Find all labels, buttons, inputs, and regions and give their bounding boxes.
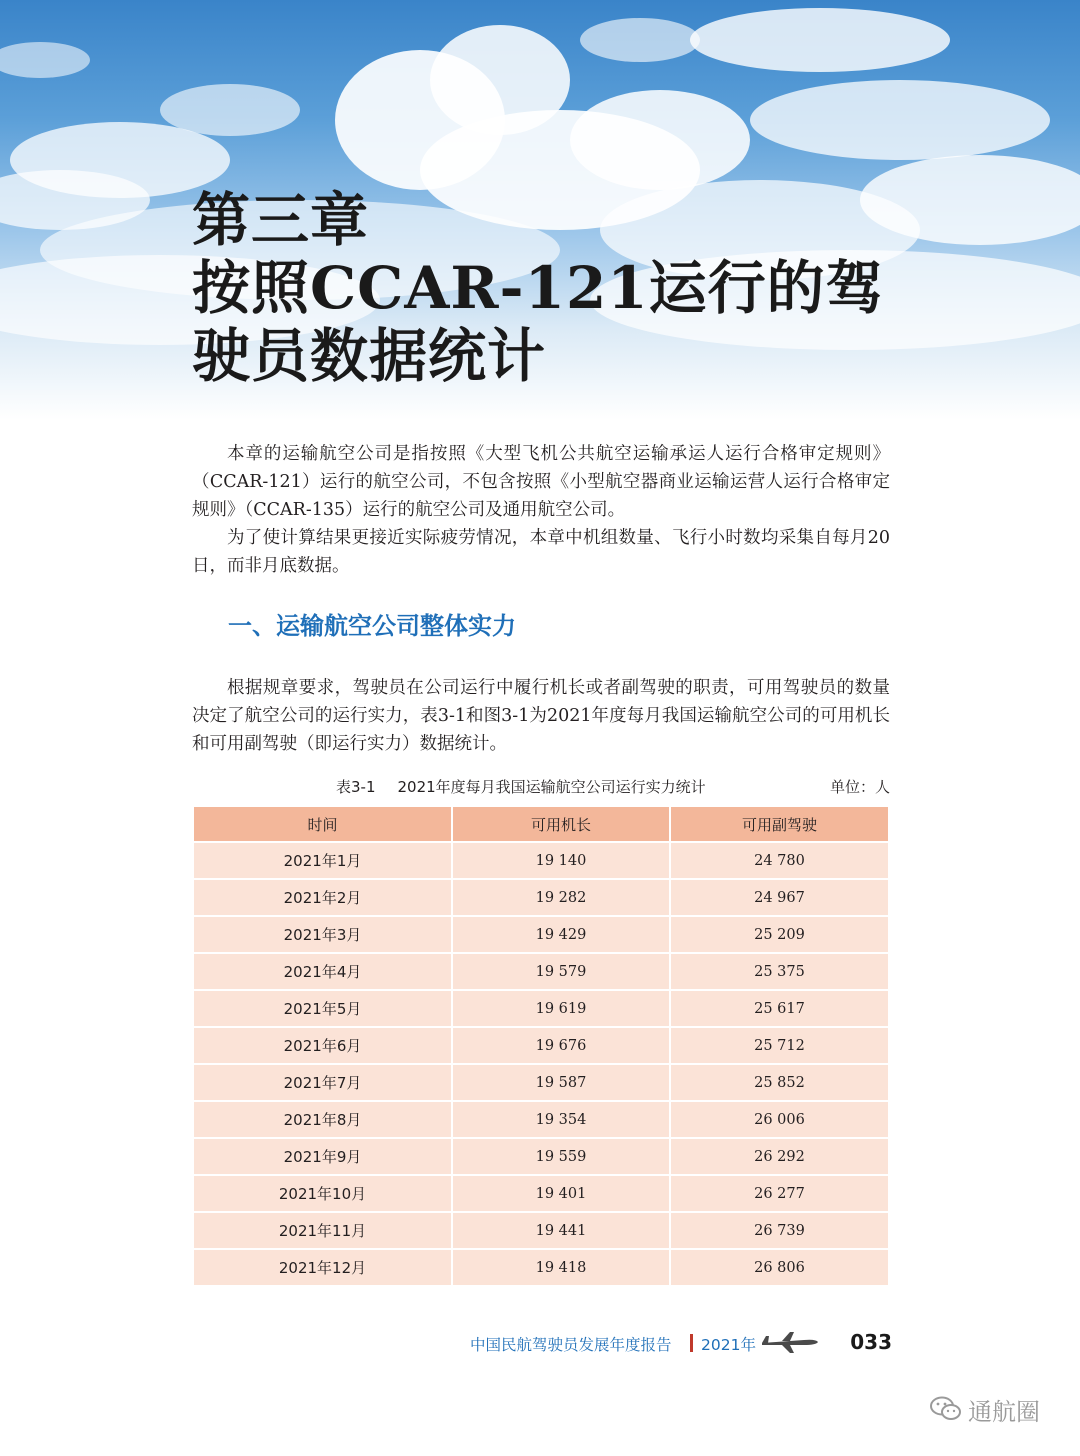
cell-captains: 19 559	[453, 1139, 669, 1174]
cell-month: 2021年2月	[194, 880, 451, 915]
cell-month: 2021年10月	[194, 1176, 451, 1211]
cell-month: 2021年12月	[194, 1250, 451, 1285]
section-heading: 一、运输航空公司整体实力	[228, 612, 516, 640]
table-row	[194, 880, 888, 915]
cell-first-officers: 25 375	[671, 954, 888, 989]
cell-month: 2021年11月	[194, 1213, 451, 1248]
cell-first-officers: 26 277	[671, 1176, 888, 1211]
cell-first-officers: 26 292	[671, 1139, 888, 1174]
cell-captains: 19 676	[453, 1028, 669, 1063]
table-caption	[192, 774, 890, 798]
cell-captains: 19 282	[453, 880, 669, 915]
cell-first-officers: 26 739	[671, 1213, 888, 1248]
header-first-officers: 可用副驾驶	[671, 807, 888, 841]
page-footer	[470, 1328, 892, 1358]
cell-month: 2021年4月	[194, 954, 451, 989]
table-row	[194, 991, 888, 1026]
chapter-title-line-2: 驶员数据统计	[192, 322, 547, 390]
cell-first-officers: 25 852	[671, 1065, 888, 1100]
cell-first-officers: 24 967	[671, 880, 888, 915]
table-row	[194, 843, 888, 878]
wechat-icon	[930, 1396, 962, 1422]
cell-captains: 19 401	[453, 1176, 669, 1211]
table-header-row	[194, 807, 888, 841]
cell-month: 2021年8月	[194, 1102, 451, 1137]
intro-paragraph-1: 本章的运输航空公司是指按照《大型飞机公共航空运输承运人运行合格审定规则》（CCAR-121）运行的航空公司，不包含按照《小型航空器商业运输运营人运行合格审定规则》（CCAR-135）运行的航空公司及通用航空公司。	[192, 444, 890, 520]
report-title: 中国民航驾驶员发展年度报告	[470, 1336, 672, 1354]
header-captains: 可用机长	[453, 807, 669, 841]
cell-month: 2021年6月	[194, 1028, 451, 1063]
chapter-title	[192, 186, 885, 390]
cell-month: 2021年3月	[194, 917, 451, 952]
table-number: 表3-1	[336, 778, 376, 796]
airplane-icon	[760, 1330, 820, 1354]
table-row	[194, 917, 888, 952]
cell-captains: 19 354	[453, 1102, 669, 1137]
chapter-number: 第三章	[192, 186, 370, 254]
cell-first-officers: 25 209	[671, 917, 888, 952]
table-unit: 单位：人	[829, 778, 890, 796]
cell-first-officers: 26 806	[671, 1250, 888, 1285]
cell-captains: 19 429	[453, 917, 669, 952]
table-row	[194, 1028, 888, 1063]
table-row	[194, 1176, 888, 1211]
cell-first-officers: 24 780	[671, 843, 888, 878]
table-row	[194, 1213, 888, 1248]
cell-month: 2021年7月	[194, 1065, 451, 1100]
pilot-strength-table	[192, 805, 890, 1287]
table-row	[194, 1102, 888, 1137]
table-row	[194, 954, 888, 989]
cell-captains: 19 587	[453, 1065, 669, 1100]
page-number: 033	[850, 1330, 892, 1354]
cell-captains: 19 441	[453, 1213, 669, 1248]
header-time: 时间	[194, 807, 451, 841]
table-row	[194, 1065, 888, 1100]
cell-first-officers: 25 617	[671, 991, 888, 1026]
cell-captains: 19 418	[453, 1250, 669, 1285]
table-title: 2021年度每月我国运输航空公司运行实力统计	[397, 778, 706, 796]
cell-month: 2021年1月	[194, 843, 451, 878]
cell-month: 2021年5月	[194, 991, 451, 1026]
cell-first-officers: 25 712	[671, 1028, 888, 1063]
footer-divider	[690, 1334, 693, 1352]
section-paragraph: 根据规章要求，驾驶员在公司运行中履行机长或者副驾驶的职责，可用驾驶员的数量决定了航空公司的运行实力，表3-1和图3-1为2021年度每月我国运输航空公司的可用机长和可用副驾驶（即运行实力）数据统计。	[192, 678, 890, 754]
watermark-text: 通航圈	[968, 1398, 1040, 1426]
cell-captains: 19 140	[453, 843, 669, 878]
cell-captains: 19 619	[453, 991, 669, 1026]
cell-month: 2021年9月	[194, 1139, 451, 1174]
intro-paragraph-2: 为了使计算结果更接近实际疲劳情况，本章中机组数量、飞行小时数均采集自每月20日，而非月底数据。	[192, 528, 890, 576]
chapter-title-line-1: 按照CCAR-121运行的驾	[192, 254, 885, 322]
cell-captains: 19 579	[453, 954, 669, 989]
table-row	[194, 1250, 888, 1285]
cell-first-officers: 26 006	[671, 1102, 888, 1137]
report-year: 2021年	[701, 1336, 756, 1354]
table-row	[194, 1139, 888, 1174]
